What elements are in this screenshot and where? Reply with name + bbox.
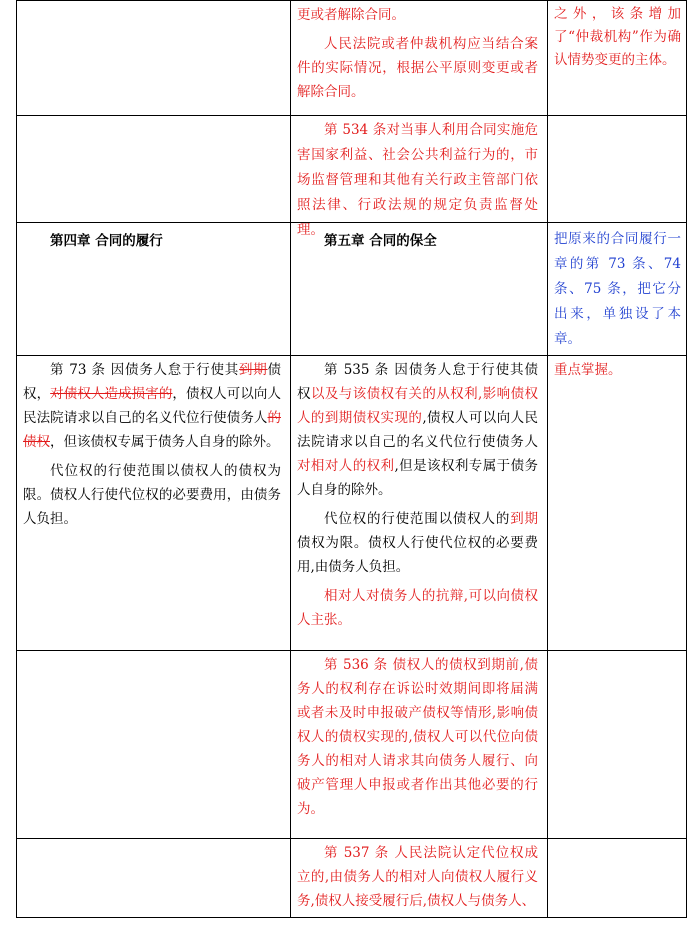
text-run: ,债权人可以向人民法院请求以自己的名义代位行使债务人 <box>297 410 539 450</box>
added-text: 以及与该债权有关的从权利,影响债权人的到期债权实现的 <box>297 386 539 426</box>
row4-note-cell <box>548 356 686 650</box>
added-text: 到期 <box>510 511 539 527</box>
table-rule <box>16 917 687 918</box>
article-73-old-paragraph-2: 代位权的行使范围以债权人的债权为限。债权人行使代位权的必要费用，由债务人负担。 <box>23 463 281 527</box>
row3-new-cell <box>291 223 544 355</box>
row1-note: 之外，该条增加了“仲裁机构”作为确认情势变更的主体。 <box>554 6 681 68</box>
article-534-label: 第 534 条 <box>324 122 387 138</box>
row6-note-cell <box>548 839 686 917</box>
article-534-text: 对当事人利用合同实施危害国家利益、社会公共利益行为的，市场监督管理和其他有关行政主管部门依照法律、行政法规的规定负责监督处理。 <box>297 122 539 238</box>
article-537: 第 537 条 人民法院认定代位权成立的,由债务人的相对人向债权人履行义务,债权人接受履行后,债权人与债务人、 <box>297 845 538 909</box>
added-text: 对相对人的权利 <box>297 458 395 474</box>
text-run: ，债权人可以向人民法院请求以自己的名义代位行使债务人 <box>23 386 282 426</box>
row6-new-cell <box>291 839 544 917</box>
row4-new-cell <box>291 356 544 650</box>
row6-old-cell <box>17 839 287 917</box>
chapter-note: 把原来的合同履行一章的第 73 条、74 条、75 条，把它分出来，单独设了本章。 <box>554 231 681 347</box>
article-535-paragraph-2 <box>297 507 538 579</box>
text-run: 债权， <box>23 362 281 402</box>
row4-old-cell <box>17 356 287 650</box>
row3-old-cell <box>17 223 287 355</box>
deleted-text: 的债权 <box>23 410 281 450</box>
article-536: 第 536 条 债权人的债权到期前,债务人的权利存在诉讼时效期间即将届满或者未及时申报破产债权等情形,影响债权人的债权实现的,债权人可以代位向债务人的相对人请求其向债务人履行、向破产管理人申报或者作出其他必要的行为。 <box>297 657 538 817</box>
chapter-old-heading: 第四章 合同的履行 <box>50 233 163 249</box>
article-535-paragraph-3: 相对人对债务人的抗辩,可以向债权人主张。 <box>297 588 538 628</box>
text-run: ，但该债权专属于债务人自身的除外。 <box>50 434 280 450</box>
deleted-text: 到期 <box>239 362 268 378</box>
chapter-new-heading: 第五章 合同的保全 <box>324 233 437 249</box>
row5-old-cell <box>17 651 287 838</box>
row1-old-cell <box>17 1 287 115</box>
table-rule <box>686 0 687 918</box>
row2-old-cell <box>17 116 287 222</box>
row1-new-cell <box>291 1 544 115</box>
text-run: 第 535 条 因债务人怠于行使其债权 <box>297 362 538 402</box>
row1-new-paragraph: 人民法院或者仲裁机构应当结合案件的实际情况，根据公平原则变更或者解除合同。 <box>297 36 538 100</box>
row5-new-cell <box>291 651 544 838</box>
text-run: 第 73 条 因债务人怠于行使其 <box>50 362 239 378</box>
deleted-text: 对债权人造成损害的 <box>50 386 173 402</box>
row1-note-cell <box>548 1 686 115</box>
text-run: 债权为限。债权人行使代位权的必要费用,由债务人负担。 <box>297 535 538 575</box>
row5-note-cell <box>548 651 686 838</box>
row2-note-cell <box>548 116 686 222</box>
comparison-table <box>16 0 687 918</box>
text-run: ,但是该权利专属于债务人自身的除外。 <box>297 458 538 498</box>
row2-new-cell <box>291 116 544 238</box>
row3-note-cell <box>548 223 686 355</box>
article-73-old <box>23 358 281 454</box>
key-point-note: 重点掌握。 <box>554 362 622 378</box>
row1-new-continuation: 更或者解除合同。 <box>297 7 405 23</box>
text-run: 代位权的行使范围以债权人的 <box>324 511 511 527</box>
article-535 <box>297 358 538 502</box>
